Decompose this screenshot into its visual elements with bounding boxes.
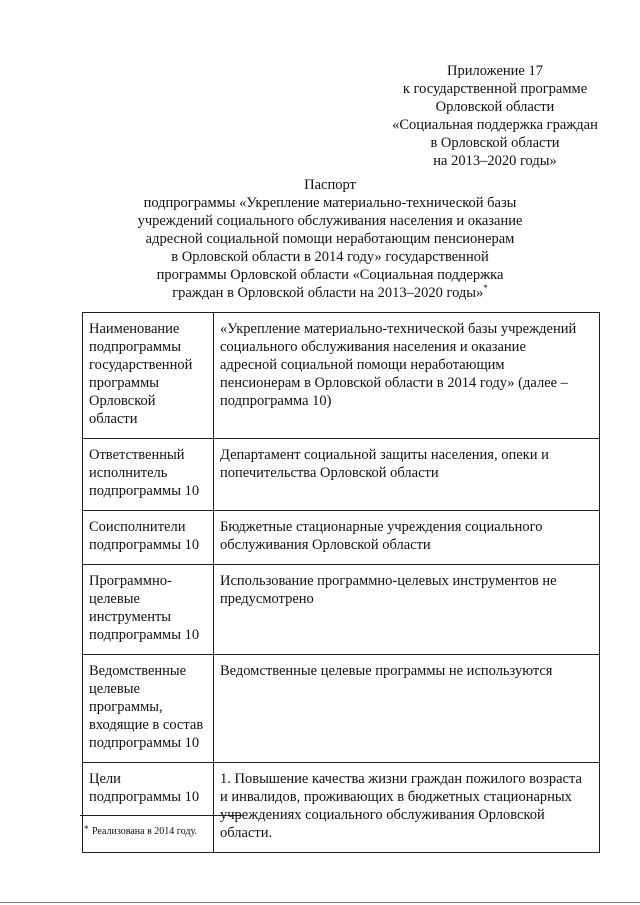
footnote-divider <box>80 815 242 816</box>
passport-title: Паспорт <box>304 177 356 193</box>
cell-line: учреждениях социального обслуживания Орловской <box>220 807 545 823</box>
passport-line: адресной социальной помощи неработающим пенсионерам <box>145 231 515 247</box>
row-label-cell <box>83 313 214 439</box>
row-value-cell <box>214 763 600 853</box>
row-value-cell <box>214 511 600 565</box>
row-label-cell <box>83 565 214 655</box>
cell-line: Использование программно-целевых инструментов не <box>220 573 557 589</box>
table-row <box>83 565 600 655</box>
table-row <box>83 655 600 763</box>
passport-heading <box>80 176 580 302</box>
footnote-star: * <box>84 824 89 834</box>
cell-line: области <box>89 411 138 427</box>
appendix-line: Орловской области <box>435 99 555 115</box>
appendix-line: на 2013–2020 годы» <box>433 153 557 169</box>
cell-line: попечительства Орловской области <box>220 465 439 481</box>
table-row <box>83 763 600 853</box>
cell-line: инструменты <box>89 609 172 625</box>
cell-line: исполнитель <box>89 465 168 481</box>
cell-line: целевые <box>89 591 140 607</box>
table-row <box>83 511 600 565</box>
page-bottom-edge <box>0 902 640 903</box>
row-value-cell <box>214 655 600 763</box>
cell-line: Орловской <box>89 393 156 409</box>
cell-line: целевые <box>89 681 140 697</box>
cell-line: и инвалидов, проживающих в бюджетных стационарных <box>220 789 572 805</box>
cell-line: Цели <box>89 771 121 787</box>
cell-line: Бюджетные стационарные учреждения социального <box>220 519 543 535</box>
cell-line: подпрограммы 10 <box>89 483 200 499</box>
passport-table-body <box>83 313 600 853</box>
cell-line: Ведомственные <box>89 663 187 679</box>
passport-line: программы Орловской области «Социальная поддержка <box>156 267 504 283</box>
cell-line: программы, <box>89 699 163 715</box>
cell-line: области. <box>220 825 273 841</box>
passport-line: подпрограммы «Укрепление материально-технической базы <box>143 195 517 211</box>
row-label-cell <box>83 763 214 853</box>
row-label-cell <box>83 511 214 565</box>
passport-line: учреждений социального обслуживания населения и оказание <box>137 213 523 229</box>
cell-line: 1. Повышение качества жизни граждан пожилого возраста <box>220 771 582 787</box>
cell-line: обслуживания Орловской области <box>220 537 431 553</box>
cell-line: адресной социальной помощи неработающим <box>220 357 505 373</box>
appendix-line: Приложение 17 <box>447 63 543 79</box>
appendix-line: в Орловской области <box>430 135 560 151</box>
cell-line: пенсионерам в Орловской области в 2014 году» (далее – <box>220 375 568 391</box>
passport-line: в Орловской области в 2014 году» государственной <box>171 249 489 265</box>
cell-line: подпрограммы 10 <box>89 537 200 553</box>
row-value-cell <box>214 565 600 655</box>
passport-table <box>82 312 600 853</box>
passport-line: граждан в Орловской области на 2013–2020 годы» <box>172 285 484 301</box>
appendix-line: к государственной программе <box>402 81 588 97</box>
row-value-cell <box>214 439 600 511</box>
cell-line: Ведомственные целевые программы не используются <box>220 663 553 679</box>
cell-line: Департамент социальной защиты населения, опеки и <box>220 447 549 463</box>
footnote-marker: * <box>483 283 488 294</box>
cell-line: Соисполнители <box>89 519 186 535</box>
row-label-cell <box>83 439 214 511</box>
cell-line: предусмотрено <box>220 591 314 607</box>
passport-line-last <box>80 284 580 302</box>
footnote-text: Реализована в 2014 году. <box>92 826 197 837</box>
table-row <box>83 439 600 511</box>
cell-line: государственной <box>89 357 193 373</box>
cell-line: подпрограммы 10 <box>89 735 200 751</box>
cell-line: подпрограммы 10 <box>89 789 200 805</box>
cell-line: «Укрепление материально-технической базы учреждений <box>220 321 577 337</box>
cell-line: Наименование <box>89 321 180 337</box>
cell-line: подпрограммы 10 <box>89 627 200 643</box>
cell-line: программы <box>89 375 159 391</box>
cell-line: входящие в состав <box>89 717 204 733</box>
appendix-header <box>360 62 630 170</box>
appendix-line: «Социальная поддержка граждан <box>392 117 598 133</box>
cell-line: Программно- <box>89 573 172 589</box>
cell-line: Ответственный <box>89 447 185 463</box>
cell-line: подпрограммы <box>89 339 181 355</box>
cell-line: социального обслуживания населения и оказание <box>220 339 526 355</box>
row-label-cell <box>83 655 214 763</box>
row-value-cell <box>214 313 600 439</box>
cell-line: подпрограмма 10) <box>220 393 332 409</box>
table-row <box>83 313 600 439</box>
